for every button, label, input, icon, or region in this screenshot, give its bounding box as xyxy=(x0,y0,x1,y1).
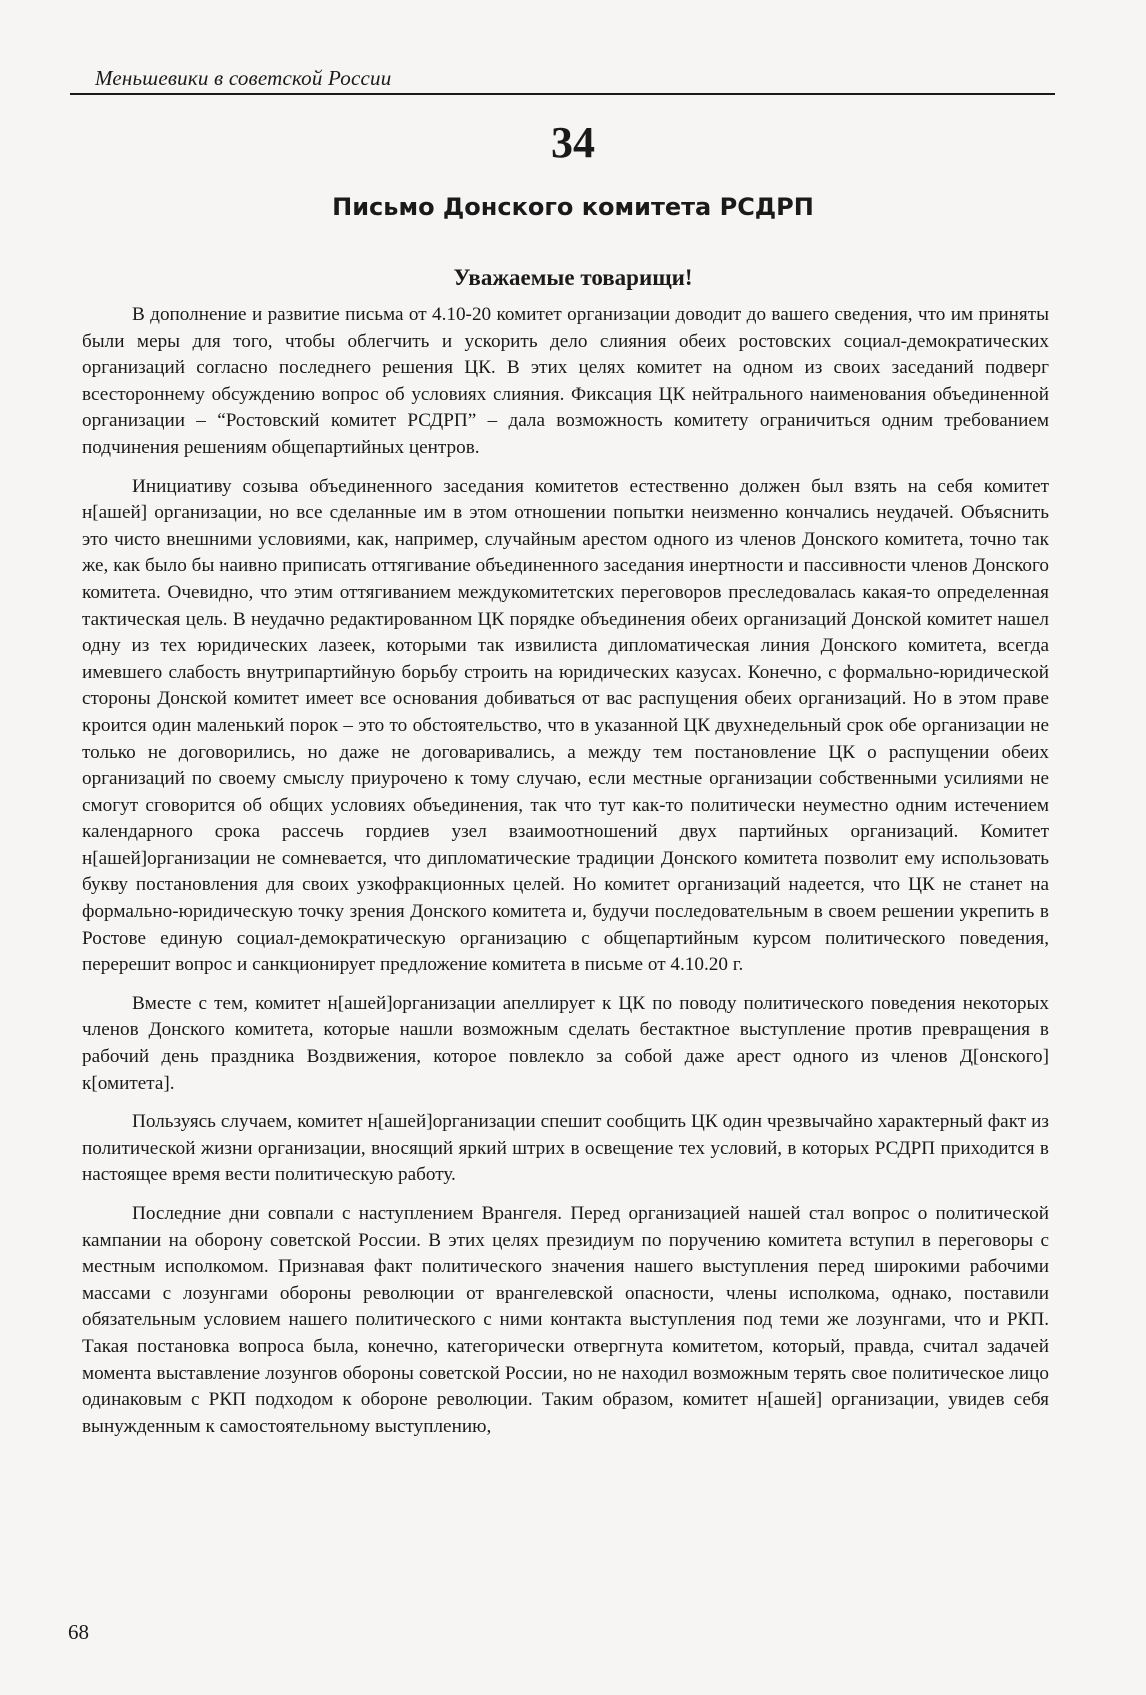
salutation: Уважаемые товарищи! xyxy=(453,265,693,290)
document-title: Письмо Донского комитета РСДРП xyxy=(332,193,814,221)
paragraph-4: Пользуясь случаем, комитет н[ашей]организации спешит сообщить ЦК один чрезвычайно характерный факт из политической жизни организации, вносящий яркий штрих в освещение тех условий, в которых РСДРП приходится в настоящее время вести политическую работу. xyxy=(82,1111,1049,1186)
page-number: 68 xyxy=(68,1620,89,1644)
document-number: 34 xyxy=(551,118,595,167)
paragraph-5: Последние дни совпали с наступлением Врангеля. Перед организацией нашей стал вопрос о политической кампании на оборону советской России. В этих целях президиум по поручению комитета вступил в переговоры с местным исполкомом. Признавая факт политического значения нашего выступления перед широкими рабочими массами с лозунгами обороны революции от врангелевской опасности, члены исполкома, однако, поставили обязательным условием нашего политического с ними контакта выступления под теми же лозунгами, что и РКП. Такая постановка вопроса была, конечно, категорически отвергнута комитетом, который, правда, считал задачей момента выставление лозунгов обороны советской России, но не находил возможным терять свое политическое лицо одинаковым с РКП подходом к обороне революции. Таким образом, комитет н[ашей] организации, увидев себя вынужденным к самостоятельному выступлению, xyxy=(82,1203,1049,1437)
running-head: Меньшевики в советской России xyxy=(95,66,392,90)
paragraph-2: Инициативу созыва объединенного заседания комитетов естественно должен был взять на себя комитет н[ашей] организации, но все сделанные им в этом отношении попытки неизменно кончались неудачей. Объяснить это чисто внешними условиями, как, например, случайным арестом одного из членов Донского комитета, точно так же, как было бы наивно приписать оттягивание объединенного заседания инертности и пассивности членов Донского комитета. Очевидно, что этим оттягиванием междукомитетских переговоров преследовалась какая-то определенная тактическая цель. В неудачно редактированном ЦК порядке объединения обеих организаций Донской комитет нашел одну из тех юридических лазеек, которыми так извилиста дипломатическая линия Донского комитета, всегда имевшего слабость внутрипартийную борьбу строить на юридических казусах. Конечно, с формально-юридической стороны Донской комитет имеет все основания добиваться от вас распущения обеих организаций. Но в этом праве кроится один маленький порок – это то обстоятельство, что в указанной ЦК двухнедельный срок обе организации не только не договорились, но даже не договаривались, а между тем постановление ЦК о распущении обеих организаций по своему смыслу приурочено к тому случаю, если местные организации собственными усилиями не смогут сговорится об общих условиях объединения, так что тут как-то политически неуместно одним истечением календарного срока рассечь гордиев узел взаимоотношений двух партийных организаций. Комитет н[ашей]организации не сомневается, что дипломатические традиции Донского комитета позволит ему использовать букву постановления для своих узкофракционных целей. Но комитет организаций надеется, что ЦК не станет на формально-юридическую точку зрения Донского комитета и, будучи последовательным в своем решении укрепить в Ростове единую социал-демократическую организацию с общепартийным курсом политического поведения, перерешит вопрос и санкционирует предложение комитета в письме от 4.10.20 г. xyxy=(82,475,1049,976)
letter-body xyxy=(82,302,1049,1452)
paragraph-1: В дополнение и развитие письма от 4.10-20 комитет организации доводит до вашего сведения, что им приняты были меры для того, чтобы облегчить и ускорить дело слияния обеих ростовских социал-демократических организаций согласно последнего решения ЦК. В этих целях комитет на одном из своих заседаний подверг всестороннему обсуждению вопрос об условиях слияния. Фиксация ЦК нейтрального наименования объединенной организации – “Ростовский комитет РСДРП” – дала возможность комитету ограничиться одним требованием подчинения решениям общепартийных центров. xyxy=(82,304,1049,458)
header-rule xyxy=(70,93,1055,95)
paragraph-3: Вместе с тем, комитет н[ашей]организации апеллирует к ЦК по поводу политического поведения некоторых членов Донского комитета, которые нашли возможным сделать бестактное выступление против превращения в рабочий день праздника Воздвижения, которое повлекло за собой даже арест одного из членов Д[онского] к[омитета]. xyxy=(82,992,1049,1094)
